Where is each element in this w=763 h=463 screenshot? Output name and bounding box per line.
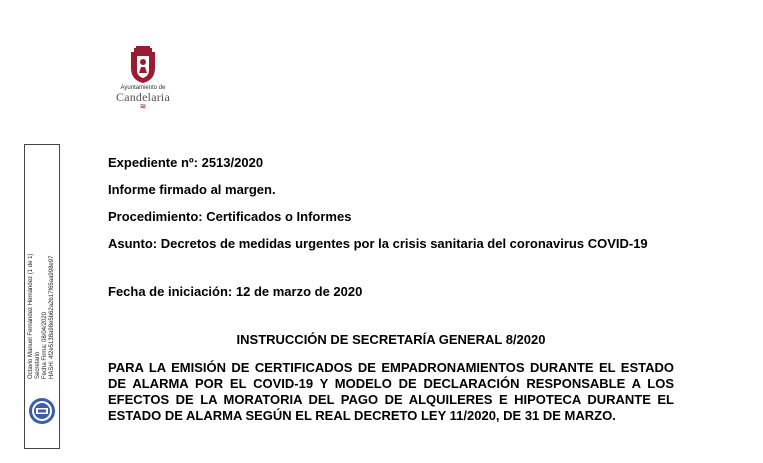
- informe-line: Informe firmado al margen.: [108, 182, 276, 197]
- asunto-line: Asunto: Decretos de medidas urgentes por la crisis sanitaria del coronavirus COVID-19: [108, 236, 648, 251]
- instruction-paragraph: PARA LA EMISIÓN DE CERTIFICADOS DE EMPADRONAMIENTOS DURANTE EL ESTADO DE ALARMA POR EL COVID-19 Y MODELO DE DECLARACIÓN RESPONSABLE A LOS EFECTOS DE LA MORATORIA DEL PAGO DE ALQUILERES E HIPOTECA DURANTE EL ESTADO DE ALARMA SEGÚN EL REAL DECRETO LEY 11/2020, DE 31 DE MARZO.: [108, 360, 674, 423]
- logo-name: Candelaria: [116, 90, 170, 104]
- signature-line: Fecha Firma: 08/04/2020: [42, 311, 48, 379]
- signature-line: Octavio Manuel Fernández Hernández (1 de 1): [28, 253, 34, 379]
- signature-text: [28, 179, 56, 379]
- coat-of-arms-icon: [128, 44, 158, 84]
- logo-swoosh-icon: ≋: [139, 102, 147, 111]
- fecha-line: Fecha de iniciación: 12 de marzo de 2020: [108, 284, 363, 299]
- instruction-heading: INSTRUCCIÓN DE SECRETARÍA GENERAL 8/2020: [236, 332, 546, 347]
- signature-box: [24, 144, 60, 449]
- expediente-line: Expediente nº: 2513/2020: [108, 155, 264, 170]
- ayuntamiento-logo: [108, 44, 178, 118]
- signature-line: Secretario: [35, 351, 41, 379]
- logo-small-text: Ayuntamiento de: [120, 85, 166, 91]
- signature-line: HASH: 4f2e5138a98e5b62a2b17f65aa998e97: [49, 255, 55, 379]
- seal-icon: [28, 397, 56, 425]
- procedimiento-line: Procedimiento: Certificados o Informes: [108, 209, 352, 224]
